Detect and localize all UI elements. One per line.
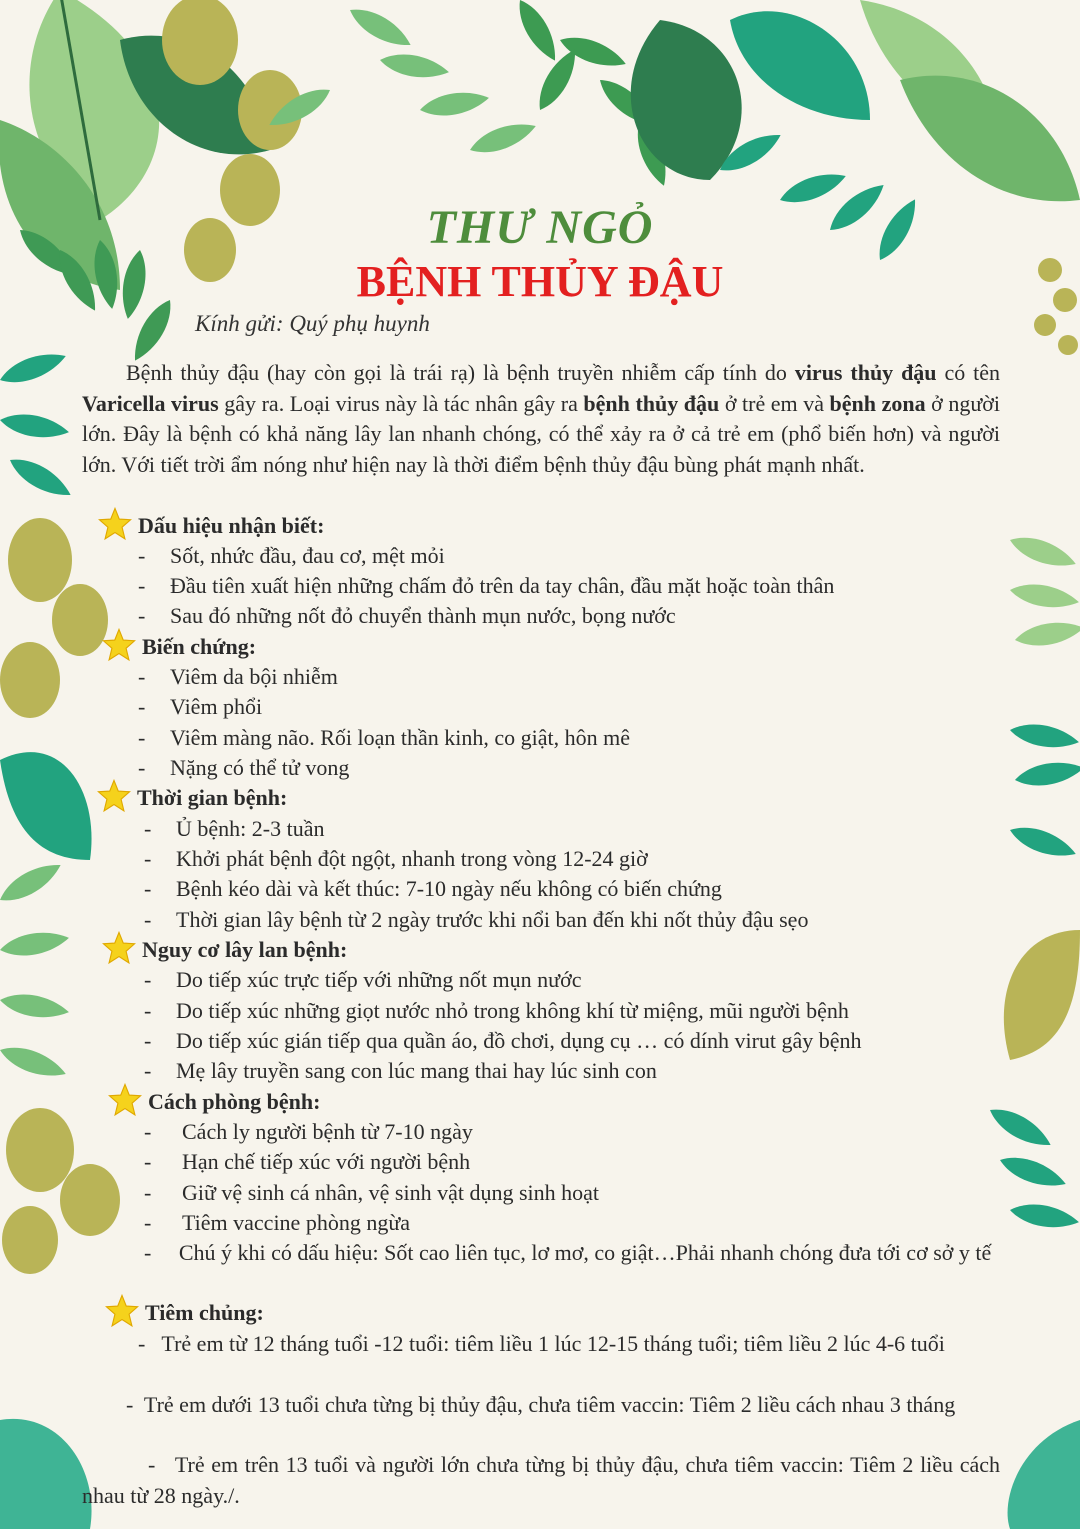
vaccination-item: - Trẻ em dưới 13 tuổi chưa từng bị thủy đậu, chưa tiêm vaccin: Tiêm 2 liều cách nhau 3 tháng — [126, 1392, 956, 1417]
list-item: - Thời gian lây bệnh từ 2 ngày trước khi nổi ban đến khi nốt thủy đậu sẹo — [144, 907, 809, 932]
list-item: - Giữ vệ sinh cá nhân, vệ sinh vật dụng sinh hoạt — [144, 1180, 600, 1205]
intro-paragraph — [82, 358, 1000, 480]
list-item: - Ủ bệnh: 2-3 tuần — [144, 816, 325, 841]
list-item: - Đầu tiên xuất hiện những chấm đỏ trên da tay chân, đầu mặt hoặc toàn thân — [138, 573, 835, 598]
intro-bold: virus thủy đậu — [794, 360, 937, 385]
intro-bold: bệnh zona — [829, 390, 926, 416]
list-item: - Sau đó những nốt đỏ chuyển thành mụn nước, bọng nước — [138, 603, 676, 628]
list-item: - Do tiếp xúc những giọt nước nhỏ trong không khí từ miệng, mũi người bệnh — [144, 998, 849, 1023]
section-heading-text: Thời gian bệnh: — [137, 785, 288, 810]
intro-bold: Varicella virus — [82, 390, 219, 416]
list-item: - Viêm da bội nhiễm — [138, 664, 338, 689]
list-item: - Tiêm vaccine phòng ngừa — [144, 1210, 411, 1235]
greeting: Kính gửi: Quý phụ huynh — [195, 311, 430, 336]
section-heading-text: Cách phòng bệnh: — [148, 1089, 321, 1114]
list-item: - Sốt, nhức đầu, đau cơ, mệt mỏi — [138, 543, 445, 568]
intro-bold: bệnh thủy đậu — [583, 390, 720, 416]
star-icon — [102, 628, 136, 662]
vaccination-item: - Trẻ em từ 12 tháng tuổi -12 tuổi: tiêm liều 1 lúc 12-15 tháng tuổi; tiêm liều 2 lúc 4-6 tuổi — [138, 1331, 945, 1356]
list-item: - Hạn chế tiếp xúc với người bệnh — [144, 1149, 471, 1174]
section-heading-signs — [138, 511, 324, 541]
star-icon — [102, 931, 136, 965]
list-item: - Khởi phát bệnh đột ngột, nhanh trong vòng 12-24 giờ — [144, 846, 648, 871]
intro-text: có tên — [936, 360, 1000, 385]
section-heading-text: Biến chứng: — [142, 634, 257, 659]
intro-text: ở người lớn. Đây là bệnh có khả năng lây lan nhanh chóng, có thể xảy ra ở cả trẻ em (phổ biến hơn) và người lớn. Với tiết trời ẩm nóng như hiện nay là thời điểm bệnh thủy đậu bùng phát mạnh nhất. — [82, 390, 1000, 477]
list-item: - Nặng có thể tử vong — [138, 755, 350, 780]
section-heading-risk — [142, 935, 347, 965]
star-icon — [108, 1083, 142, 1117]
list-item: - Cách ly người bệnh từ 7-10 ngày — [144, 1119, 473, 1144]
section-heading-text: Tiêm chủng: — [145, 1300, 264, 1325]
vaccination-item: - Trẻ em trên 13 tuổi và người lớn chưa từng bị thủy đậu, chưa tiêm vaccin: Tiêm 2 liều cách nhau từ 28 ngày./. — [82, 1452, 1006, 1508]
intro-text: gây ra. Loại virus này là tác nhân gây ra — [218, 390, 584, 416]
list-item: - Viêm phổi — [138, 694, 263, 719]
list-item: - Do tiếp xúc trực tiếp với những nốt mụn nước — [144, 967, 582, 992]
section-heading-text: Dấu hiệu nhận biết: — [138, 513, 325, 538]
star-icon — [97, 779, 131, 813]
section-heading-complications — [142, 632, 256, 662]
star-icon — [98, 507, 132, 541]
section-heading-duration — [137, 783, 287, 813]
star-icon — [105, 1294, 139, 1328]
section-heading-text: Nguy cơ lây lan bệnh: — [142, 937, 348, 962]
page-subtitle: BỆNH THỦY ĐẬU — [356, 257, 724, 306]
list-item: - Bệnh kéo dài và kết thúc: 7-10 ngày nếu không có biến chứng — [144, 876, 722, 901]
prevention-note: - Chú ý khi có dấu hiệu: Sốt cao liên tục, lơ mơ, co giật…Phải nhanh chóng đưa tới cơ sở y tế — [144, 1240, 992, 1265]
intro-text: ở trẻ em và — [719, 390, 830, 416]
intro-text: Bệnh thủy đậu (hay còn gọi là trái rạ) là bệnh truyền nhiễm cấp tính do — [126, 360, 795, 385]
list-item: - Mẹ lây truyền sang con lúc mang thai hay lúc sinh con — [144, 1058, 657, 1083]
page-title: THƯ NGỎ — [426, 201, 654, 254]
section-heading-prevention — [148, 1087, 320, 1117]
section-heading-vaccination — [145, 1298, 264, 1328]
list-item: - Do tiếp xúc gián tiếp qua quần áo, đồ chơi, dụng cụ … có dính virut gây bệnh — [144, 1028, 862, 1053]
list-item: - Viêm màng não. Rối loạn thần kinh, co giật, hôn mê — [138, 725, 630, 750]
